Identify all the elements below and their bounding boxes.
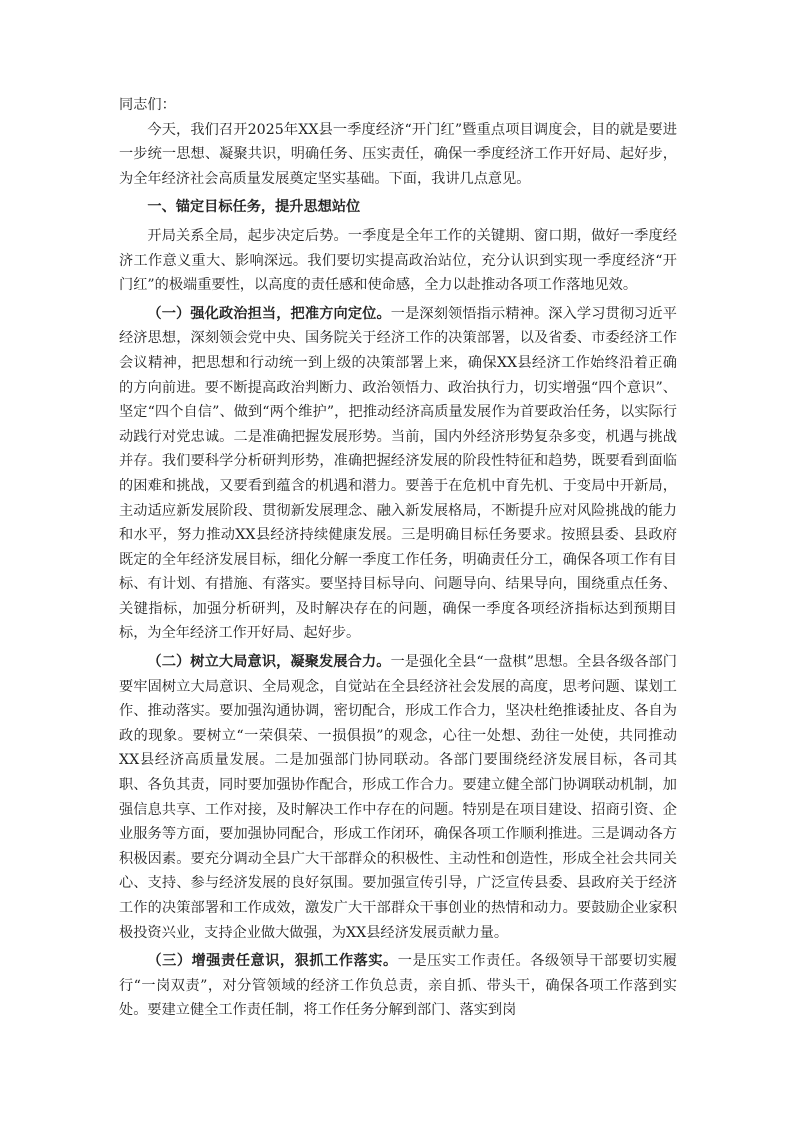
section-heading-1: 一、锚定目标任务，提升思想站位 (147, 199, 361, 216)
point-3-paragraph (119, 949, 677, 1023)
section-1-paragraph: 开局关系全局，起步决定后势。一季度是全年工作的关键期、窗口期，做好一季度经济工作意义重大、影响深远。我们要切实提高政治站位，充分认识到实现一季度经济“开门红”的极端重要性，以高度的责任感和使命感，全力以赴推动各项工作落地见效。 (119, 227, 677, 294)
point-1-paragraph (119, 302, 677, 646)
point-2-paragraph (119, 650, 677, 945)
point-2-title: （二）树立大局意识，凝聚发展合力。 (147, 654, 391, 671)
intro-paragraph: 今天，我们召开2025年XX县一季度经济“开门红”暨重点项目调度会，目的就是要进一步统一思想、凝聚共识，明确任务、压实责任，确保一季度经济工作开好局、起好步，为全年经济社会高质量发展奠定坚实基础。下面，我讲几点意见。 (119, 121, 677, 187)
point-3-title: （三）增强责任意识，狠抓工作落实。 (147, 953, 398, 970)
salutation: 同志们： (119, 97, 176, 113)
point-1-body: 一是深刻领悟指示精神。深入学习贯彻习近平经济思想，深刻领会党中央、国务院关于经济工作的决策部署，以及省委、市委经济工作会议精神，把思想和行动统一到上级的决策部署上来，确保XX县经济工作始终沿着正确的方向前进。要不断提高政治判断力、政治领悟力、政治执行力，切实增强“四个意识”、坚定“四个自信”、做到“两个维护”，把推动经济高质量发展作为首要政治任务，以实际行动践行对党忠诚。二是准确把握发展形势。当前，国内外经济形势复杂多变，机遇与挑战并存。我们要科学分析研判形势，准确把握经济发展的阶段性特征和趋势，既要看到面临的困难和挑战，又要看到蕴含的机遇和潜力。要善于在危机中育先机、于变局中开新局，主动适应新发展阶段、贯彻新发展理念、融入新发展格局，不断提升应对风险挑战的能力和水平，努力推动XX县经济持续健康发展。三是明确目标任务要求。按照县委、县政府既定的全年经济发展目标，细化分解一季度工作任务，明确责任分工，确保各项工作有目标、有计划、有措施、有落实。要坚持目标导向、问题导向、结果导向，围绕重点任务、关键指标，加强分析研判，及时解决存在的问题，确保一季度各项经济指标达到预期目标，为全年经济工作开好局、起好步。 (119, 305, 677, 642)
document-page (119, 93, 677, 1027)
point-3-body: 一是压实工作责任。各级领导干部要切实履行“一岗双责”，对分管领域的经济工作负总责，亲自抓、带头干，确保各项工作落到实处。要建立健全工作责任制，将工作任务分解到部门、落实到岗 (119, 953, 677, 1019)
point-1-title: （一）强化政治担当，把准方向定位。 (147, 305, 391, 322)
point-2-body: 一是强化全县“一盘棋”思想。全县各级各部门要牢固树立大局意识、全局观念，自觉站在全县经济社会发展的高度，思考问题、谋划工作、推动落实。要加强沟通协调，密切配合，形成工作合力，坚决杜绝推诿扯皮、各自为政的现象。要树立“一荣俱荣、一损俱损”的观念，心往一处想、劲往一处使，共同推动XX县经济高质量发展。二是加强部门协同联动。各部门要围绕经济发展目标，各司其职、各负其责，同时要加强协作配合，形成工作合力。要建立健全部门协调联动机制，加强信息共享、工作对接，及时解决工作中存在的问题。特别是在项目建设、招商引资、企业服务等方面，要加强协同配合，形成工作闭环，确保各项工作顺利推进。三是调动各方积极因素。要充分调动全县广大干部群众的积极性、主动性和创造性，形成全社会共同关心、支持、参与经济发展的良好氛围。要加强宣传引导，广泛宣传县委、县政府关于经济工作的决策部署和工作成效，激发广大干部群众干事创业的热情和动力。要鼓励企业家积极投资兴业，支持企业做大做强，为XX县经济发展贡献力量。 (119, 654, 677, 941)
